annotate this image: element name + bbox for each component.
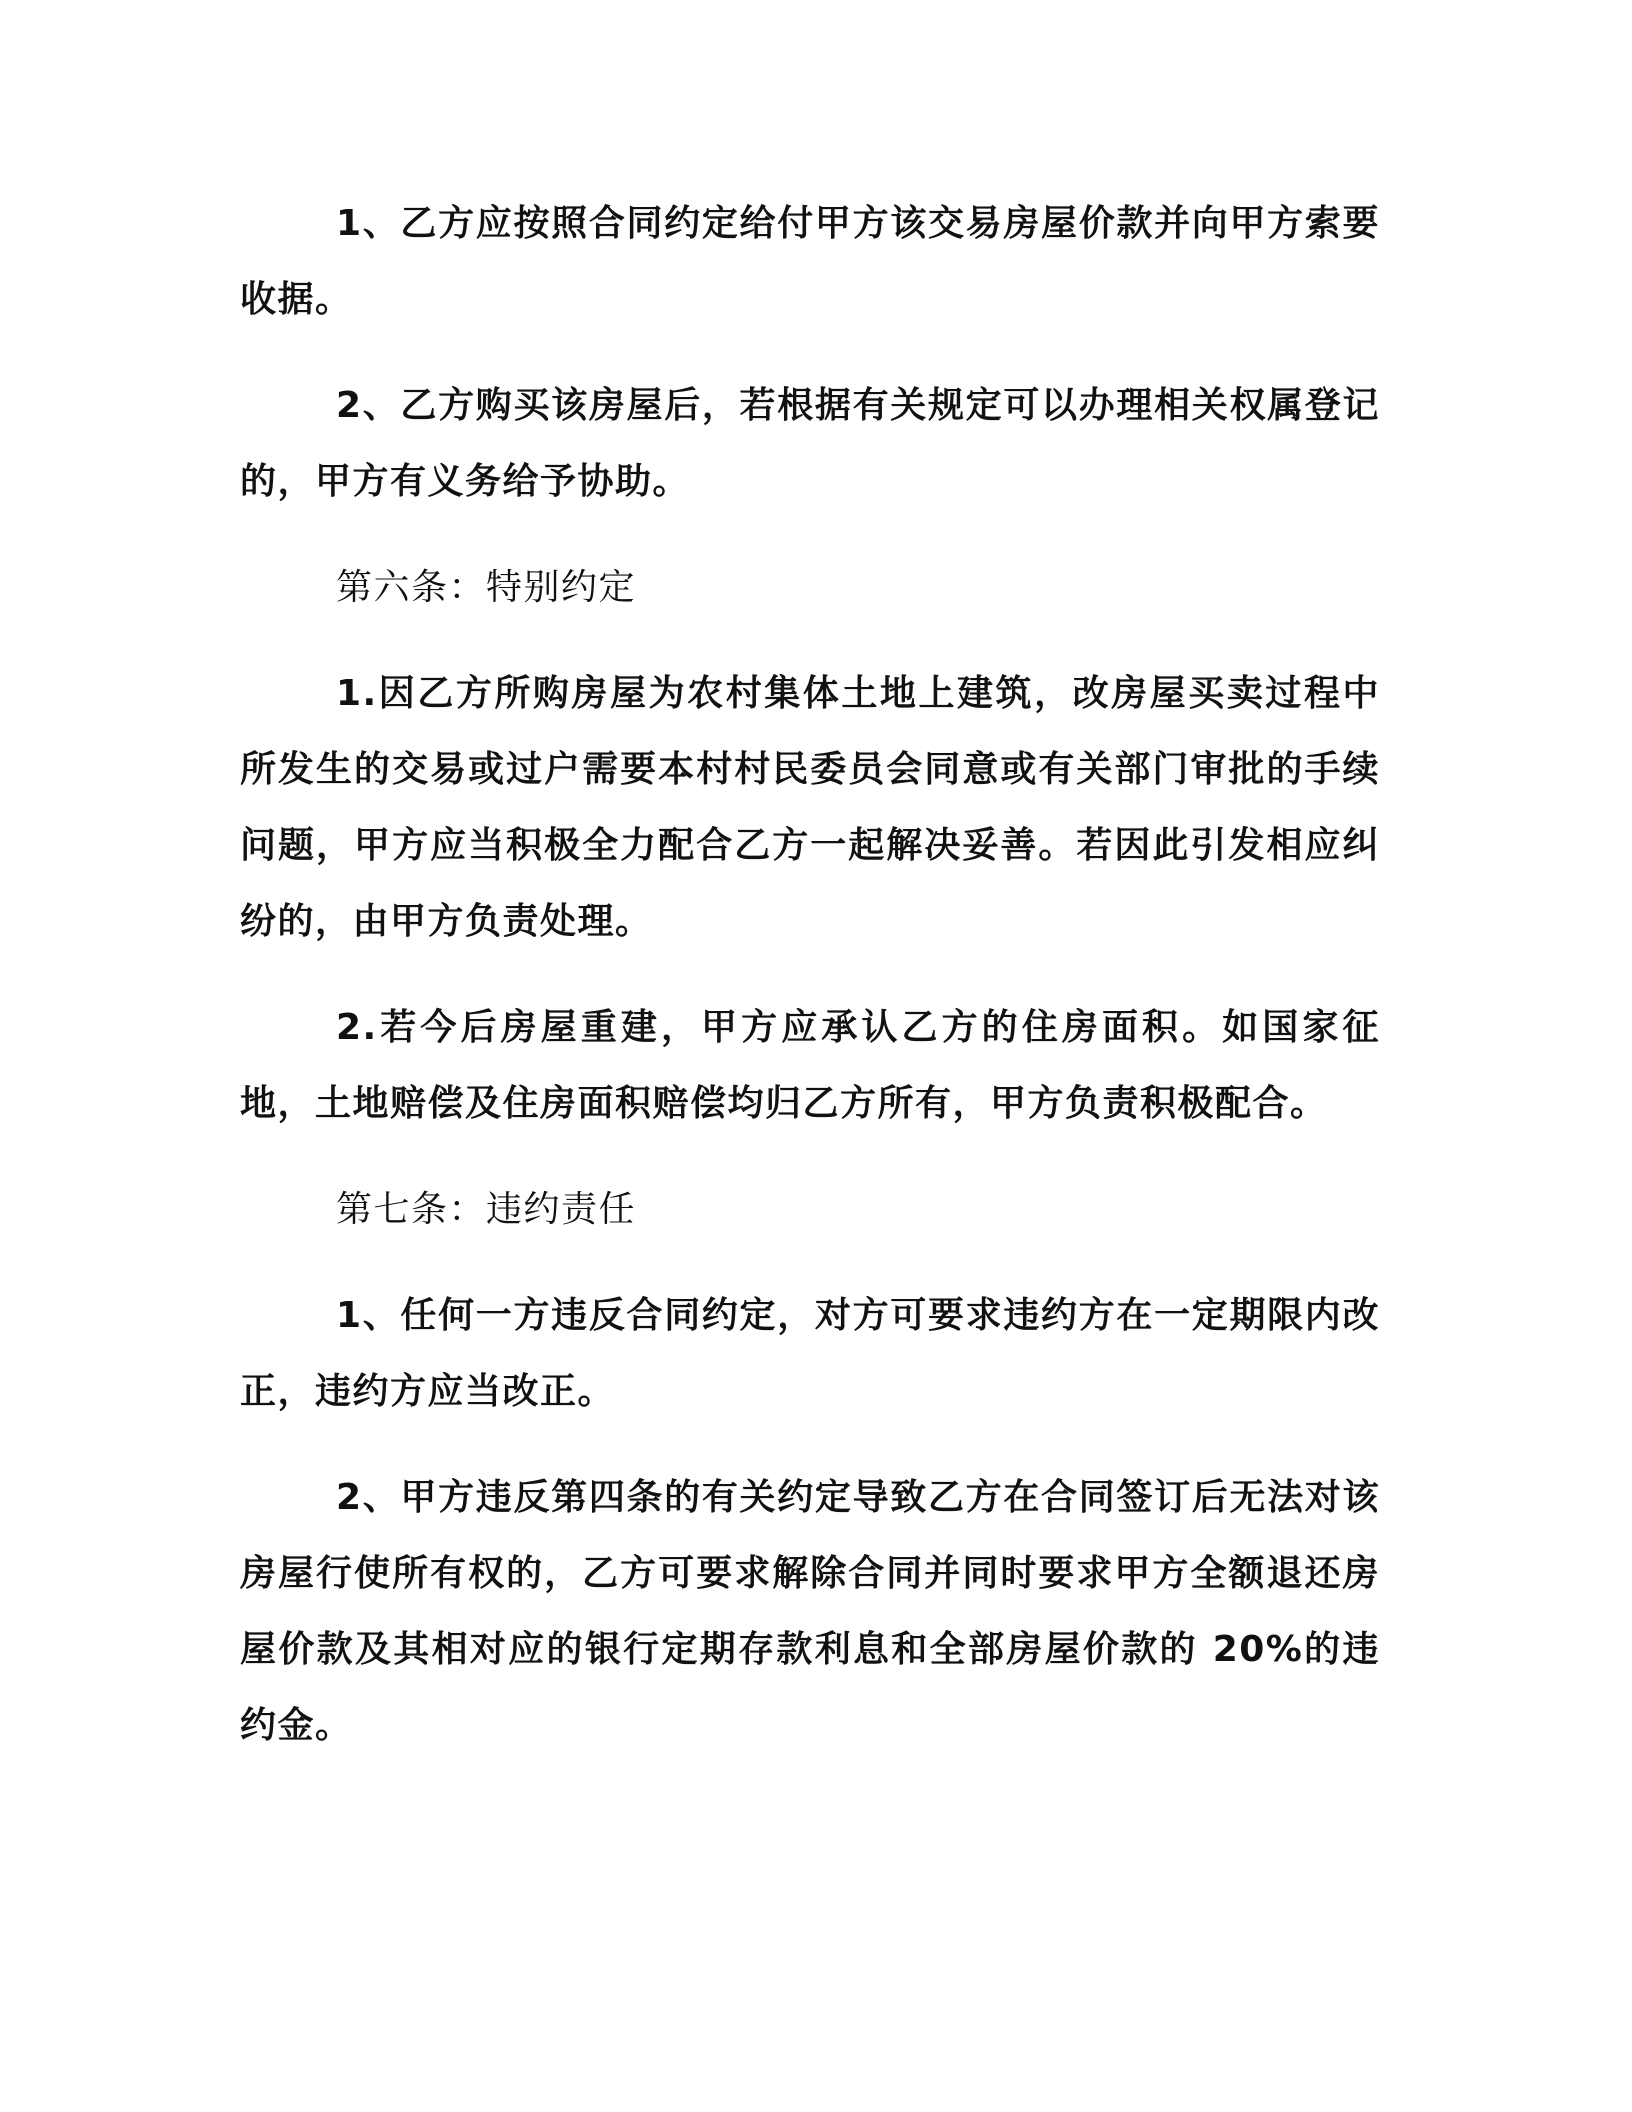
clause-paragraph: 2.若今后房屋重建，甲方应承认乙方的住房面积。如国家征地，土地赔偿及住房面积赔偿均归乙方所有，甲方负责积极配合。	[240, 1007, 1380, 1124]
section-heading: 第七条：违约责任	[336, 1189, 637, 1230]
clause-paragraph: 2、甲方违反第四条的有关约定导致乙方在合同签订后无法对该房屋行使所有权的，乙方可要求解除合同并同时要求甲方全额退还房屋价款及其相对应的银行定期存款利息和全部房屋价款的 20%的违约金。	[240, 1477, 1380, 1746]
document-body	[240, 186, 1380, 1794]
section-heading: 第六条：特别约定	[336, 567, 637, 608]
clause-paragraph: 1.因乙方所购房屋为农村集体土地上建筑，改房屋买卖过程中所发生的交易或过户需要本村村民委员会同意或有关部门审批的手续问题，甲方应当积极全力配合乙方一起解决妥善。若因此引发相应纠纷的，由甲方负责处理。	[240, 673, 1380, 942]
clause-paragraph: 2、乙方购买该房屋后，若根据有关规定可以办理相关权属登记的，甲方有义务给予协助。	[240, 385, 1380, 502]
clause-paragraph: 1、乙方应按照合同约定给付甲方该交易房屋价款并向甲方索要收据。	[240, 203, 1380, 320]
clause-paragraph: 1、任何一方违反合同约定，对方可要求违约方在一定期限内改正，违约方应当改正。	[240, 1295, 1380, 1412]
